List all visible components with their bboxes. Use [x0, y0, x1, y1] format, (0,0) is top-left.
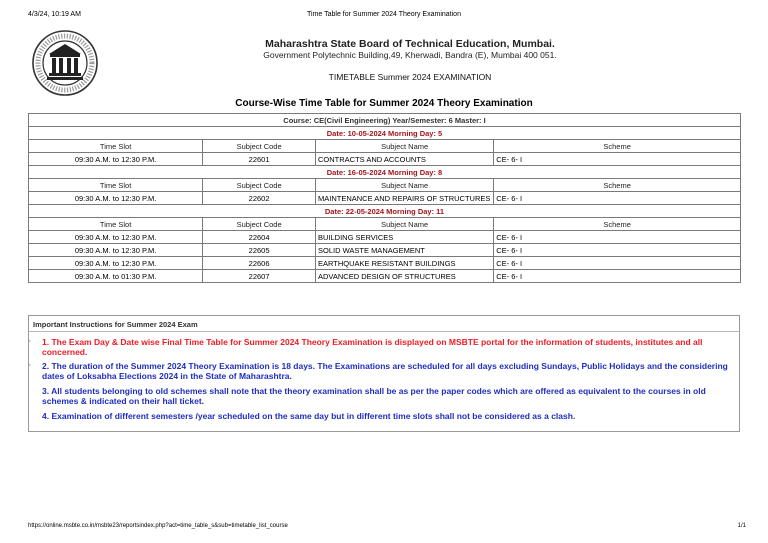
date-label: Date: 22-05-2024 Morning Day: 11 [29, 205, 741, 218]
subject-code: 22602 [203, 192, 316, 205]
col-header-code: Subject Code [203, 218, 316, 231]
time-slot: 09:30 A.M. to 01:30 P.M. [29, 270, 203, 283]
instruction-text: 4. Examination of different semesters /year scheduled on the same day but in different time slots shall not be considered as a clash. [42, 411, 576, 421]
instruction-item [42, 386, 736, 406]
subject-code: 22607 [203, 270, 316, 283]
col-header-scheme: Scheme [494, 140, 741, 153]
col-header-name: Subject Name [316, 140, 494, 153]
time-slot: 09:30 A.M. to 12:30 P.M. [29, 231, 203, 244]
org-name: Maharashtra State Board of Technical Education, Mumbai. [265, 38, 555, 50]
course-info-row [29, 114, 741, 127]
subject-code: 22606 [203, 257, 316, 270]
date-row [29, 127, 741, 140]
subject-code: 22605 [203, 244, 316, 257]
table-row [29, 231, 741, 244]
subject-code: 22604 [203, 231, 316, 244]
subject-code: 22601 [203, 153, 316, 166]
col-header-name: Subject Name [316, 218, 494, 231]
table-row [29, 153, 741, 166]
print-title: Time Table for Summer 2024 Theory Examination [307, 11, 461, 18]
page-number: 1/1 [737, 523, 746, 529]
print-header [0, 11, 768, 23]
course-wise-title: Course-Wise Time Table for Summer 2024 Theory Examination [235, 98, 533, 109]
date-row [29, 205, 741, 218]
col-header-scheme: Scheme [494, 179, 741, 192]
instruction-item [42, 411, 736, 421]
col-header-time: Time Slot [29, 140, 203, 153]
instructions-divider [29, 331, 739, 332]
org-address: Government Polytechnic Building,49, Kherwadi, Bandra (E), Mumbai 400 051. [263, 50, 557, 60]
scheme: CE- 6- I [494, 244, 741, 257]
bullet-icon: · [29, 363, 31, 369]
header-row [29, 218, 741, 231]
subject-name: BUILDING SERVICES [316, 231, 494, 244]
table-row [29, 192, 741, 205]
scheme: CE- 6- I [494, 231, 741, 244]
time-slot: 09:30 A.M. to 12:30 P.M. [29, 153, 203, 166]
course-info: Course: CE(Civil Engineering) Year/Semester: 6 Master: I [29, 114, 741, 127]
col-header-scheme: Scheme [494, 218, 741, 231]
subject-name: MAINTENANCE AND REPAIRS OF STRUCTURES [316, 192, 494, 205]
col-header-name: Subject Name [316, 179, 494, 192]
instruction-item [29, 361, 736, 381]
print-datetime: 4/3/24, 10:19 AM [28, 11, 81, 18]
col-header-time: Time Slot [29, 218, 203, 231]
col-header-code: Subject Code [203, 140, 316, 153]
time-slot: 09:30 A.M. to 12:30 P.M. [29, 192, 203, 205]
scheme: CE- 6- I [494, 153, 741, 166]
subject-name: ADVANCED DESIGN OF STRUCTURES [316, 270, 494, 283]
time-slot: 09:30 A.M. to 12:30 P.M. [29, 244, 203, 257]
page-url: https://online.msbte.co.in/msbte23/reportsindex.php?act=time_table_s&sub=timetable_list_course [28, 523, 288, 529]
header-row [29, 140, 741, 153]
scheme: CE- 6- I [494, 257, 741, 270]
instructions-panel [28, 315, 740, 432]
timetable-title: TIMETABLE Summer 2024 EXAMINATION [328, 72, 492, 82]
table-row [29, 257, 741, 270]
instructions-heading: Important Instructions for Summer 2024 Exam [33, 320, 198, 329]
table-row [29, 270, 741, 283]
col-header-time: Time Slot [29, 179, 203, 192]
header-row [29, 179, 741, 192]
scheme: CE- 6- I [494, 192, 741, 205]
instruction-text: 2. The duration of the Summer 2024 Theory Examination is 18 days. The Examinations are scheduled for all days excluding Sundays, Public Holidays and the considering dates of Loksabha Elections 2024 in the State of Maharashtra. [42, 361, 728, 381]
instruction-item [29, 337, 736, 357]
instruction-text: 3. All students belonging to old schemes shall note that the theory examination shall be as per the paper codes which are offered as equivalent to the courses in old schemes & indicated on their hall ticket. [42, 386, 706, 406]
timetable-table [28, 113, 741, 283]
scheme: CE- 6- I [494, 270, 741, 283]
date-label: Date: 10-05-2024 Morning Day: 5 [29, 127, 741, 140]
instruction-text: 1. The Exam Day & Date wise Final Time Table for Summer 2024 Theory Examination is displayed on MSBTE portal for the information of students, institutes and all concerned. [42, 337, 703, 357]
subject-name: EARTHQUAKE RESISTANT BUILDINGS [316, 257, 494, 270]
table-row [29, 244, 741, 257]
time-slot: 09:30 A.M. to 12:30 P.M. [29, 257, 203, 270]
subject-name: SOLID WASTE MANAGEMENT [316, 244, 494, 257]
date-row [29, 166, 741, 179]
col-header-code: Subject Code [203, 179, 316, 192]
bullet-icon: · [29, 339, 31, 345]
subject-name: CONTRACTS AND ACCOUNTS [316, 153, 494, 166]
date-label: Date: 16-05-2024 Morning Day: 8 [29, 166, 741, 179]
